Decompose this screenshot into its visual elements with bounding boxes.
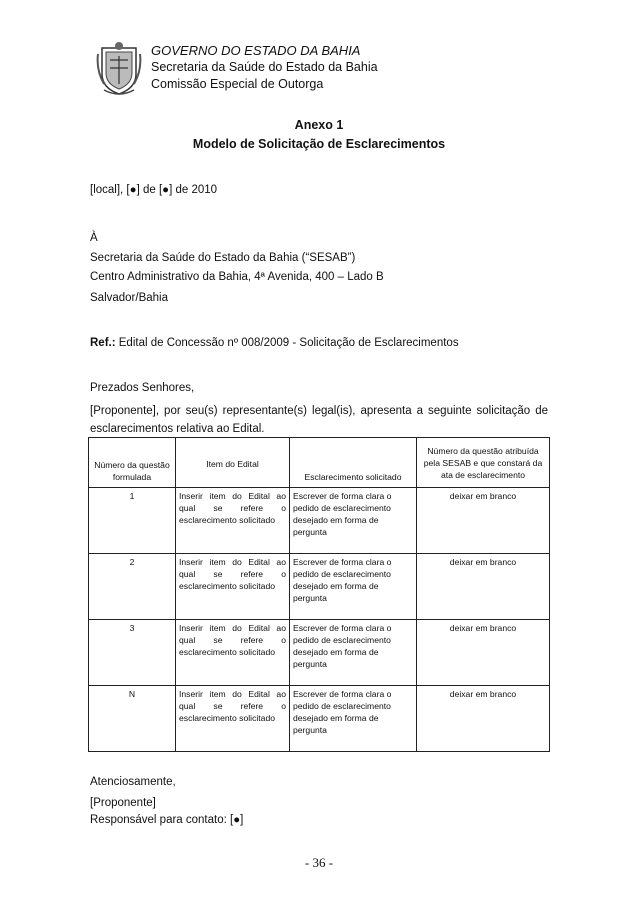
row-sesab: deixar em branco	[417, 488, 550, 554]
row-item-text-last: esclarecimento solicitado	[179, 647, 276, 657]
body-paragraph: [Proponente], por seu(s) representante(s) legal(is), apresenta a seguinte solicitação de esclarecimentos relativa ao Edital.	[90, 405, 548, 435]
table-row	[89, 620, 550, 686]
row-item	[176, 686, 290, 752]
date-line: [local], [●] de [●] de 2010	[90, 184, 218, 196]
greeting: Prezados Senhores,	[90, 382, 195, 394]
closing: Atenciosamente,	[90, 776, 176, 788]
table-row	[89, 488, 550, 554]
table-header-row	[89, 438, 550, 488]
row-sesab: deixar em branco	[417, 686, 550, 752]
row-item-text: Inserir item do Edital ao qual se refere o	[179, 557, 286, 579]
commission-name: Comissão Especial de Outorga	[151, 77, 324, 91]
row-item	[176, 488, 290, 554]
row-item	[176, 554, 290, 620]
row-sesab: deixar em branco	[417, 620, 550, 686]
row-clarification: Escrever de forma clara o pedido de esclarecimento desejado em forma de pergunta	[290, 488, 417, 554]
row-item-text-last: esclarecimento solicitado	[179, 515, 276, 525]
reference-line	[90, 337, 459, 349]
reference-label: Ref.:	[90, 337, 116, 349]
annex-subtitle: Modelo de Solicitação de Esclarecimentos	[192, 137, 446, 151]
department-name: Secretaria da Saúde do Estado da Bahia	[151, 60, 378, 74]
row-sesab: deixar em branco	[417, 554, 550, 620]
signature-proponent: [Proponente]	[90, 797, 156, 809]
document-header	[151, 42, 378, 93]
row-item-text: Inserir item do Edital ao qual se refere o	[179, 689, 286, 711]
annex-title: Anexo 1	[294, 118, 344, 132]
row-item	[176, 620, 290, 686]
header-clarification: Esclarecimento solicitado	[290, 438, 417, 488]
row-number: 1	[89, 488, 176, 554]
row-clarification: Escrever de forma clara o pedido de esclarecimento desejado em forma de pergunta	[290, 554, 417, 620]
recipient-line-2: Centro Administrativo da Bahia, 4ª Avenida, 400 – Lado B	[90, 271, 384, 283]
row-item-text: Inserir item do Edital ao qual se refere o	[179, 623, 286, 645]
reference-text: Edital de Concessão nº 008/2009 - Solicitação de Esclarecimentos	[115, 337, 459, 349]
clarification-table	[88, 437, 550, 752]
government-name: GOVERNO DO ESTADO DA BAHIA	[151, 43, 361, 58]
row-clarification: Escrever de forma clara o pedido de esclarecimento desejado em forma de pergunta	[290, 620, 417, 686]
header-edital-item: Item do Edital	[176, 438, 290, 488]
row-number: N	[89, 686, 176, 752]
recipient-to: À	[90, 232, 98, 244]
row-item-text-last: esclarecimento solicitado	[179, 713, 276, 723]
row-item-text: Inserir item do Edital ao qual se refere o	[179, 491, 286, 513]
table-row	[89, 686, 550, 752]
row-clarification: Escrever de forma clara o pedido de esclarecimento desejado em forma de pergunta	[290, 686, 417, 752]
table-row	[89, 554, 550, 620]
signature-contact: Responsável para contato: [●]	[90, 814, 244, 826]
coat-of-arms-icon	[96, 40, 142, 96]
page-number: - 36 -	[304, 855, 334, 870]
header-sesab-number: Número da questão atribuída pela SESAB e que constará da ata de esclarecimento	[417, 438, 550, 488]
row-number: 3	[89, 620, 176, 686]
header-question-number: Número da questão formulada	[89, 438, 176, 488]
row-item-text-last: esclarecimento solicitado	[179, 581, 276, 591]
recipient-line-1: Secretaria da Saúde do Estado da Bahia (“SESAB”)	[90, 252, 356, 264]
recipient-line-3: Salvador/Bahia	[90, 292, 168, 304]
row-number: 2	[89, 554, 176, 620]
